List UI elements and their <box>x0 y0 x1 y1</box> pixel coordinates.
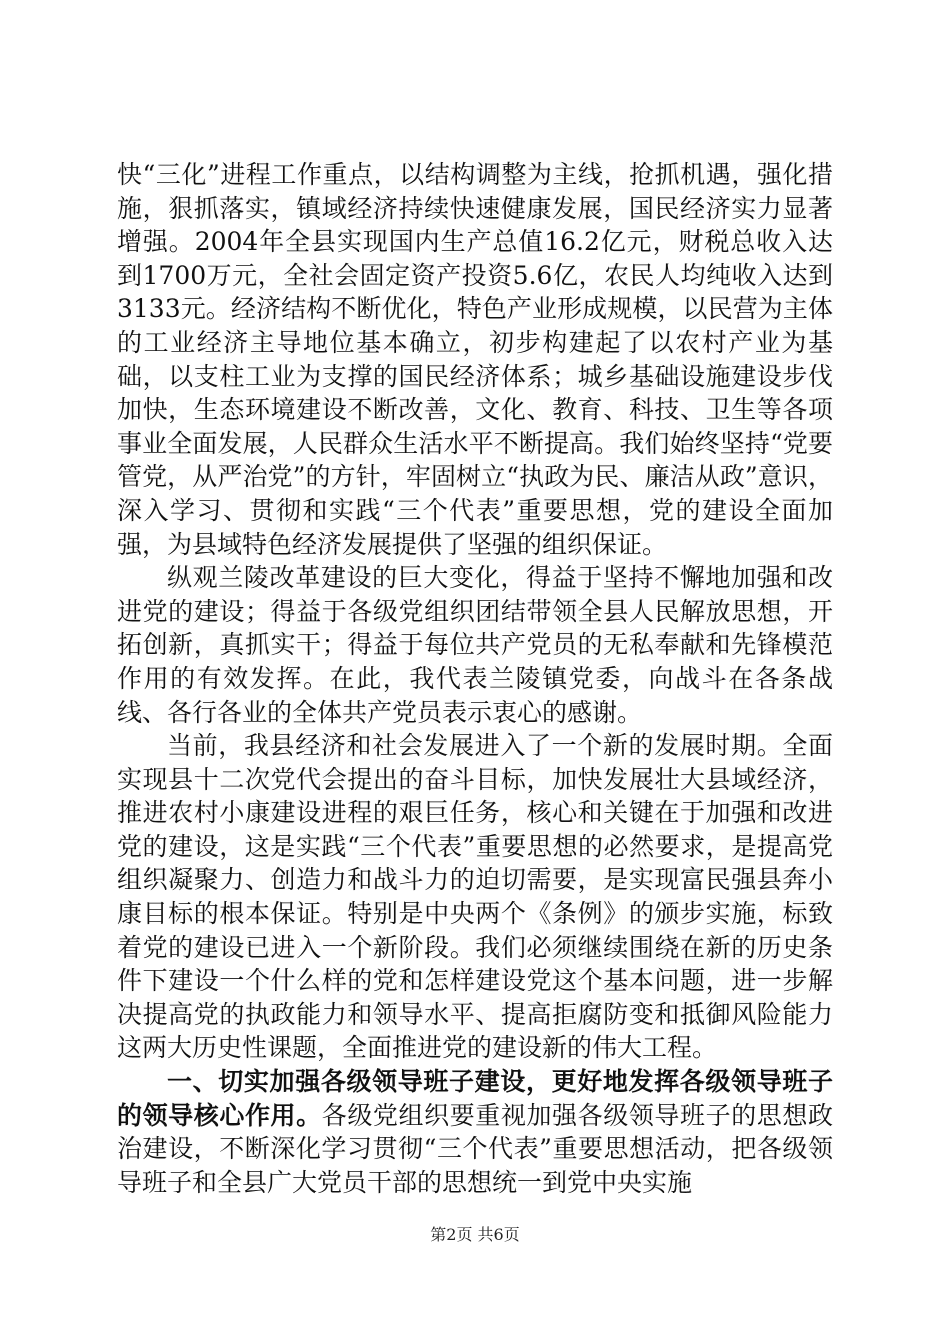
paragraph-2-text: 纵观兰陵改革建设的巨大变化，得益于坚持不懈地加强和改进党的建设；得益于各级党组织团结带领全县人民解放思想，开拓创新，真抓实干；得益于每位共产党员的无私奉献和先锋模范作用的有效发挥。在此，我代表兰陵镇党委，向战斗在各条战线、各行各业的全体共产党员表示衷心的感谢。 <box>117 563 833 727</box>
page-number: 第2页 共6页 <box>430 1225 520 1244</box>
paragraph-3 <box>117 729 833 1065</box>
paragraph-4-text: 各级党组织要重视加强各级领导班子的思想政治建设，不断深化学习贯彻“三个代表”重要思想活动，把各级领导班子和全县广大党员干部的思想统一到党中央实施 <box>117 1100 833 1197</box>
page-footer <box>0 1222 950 1245</box>
paragraph-2 <box>117 561 833 729</box>
paragraph-4 <box>117 1065 833 1199</box>
document-body <box>117 158 833 1199</box>
section-heading-1: 一、切实加强各级领导班子建设，更好地发挥各级领导班子的领导核心作用。 <box>117 1067 833 1130</box>
paragraph-1 <box>117 158 833 561</box>
paragraph-1-text: 快“三化”进程工作重点，以结构调整为主线，抢抓机遇，强化措施，狠抓落实，镇域经济持续快速健康发展，国民经济实力显著增强。2004年全县实现国内生产总值16.2亿元，财税总收入达到1700万元，全社会固定资产投资5.6亿，农民人均纯收入达到3133元。经济结构不断优化，特色产业形成规模，以民营为主体的工业经济主导地位基本确立，初步构建起了以农村产业为基础，以支柱工业为支撑的国民经济体系；城乡基础设施建设步伐加快，生态环境建设不断改善，文化、教育、科技、卫生等各项事业全面发展，人民群众生活水平不断提高。我们始终坚持“党要管党，从严治党”的方针，牢固树立“执政为民、廉洁从政”意识，深入学习、贯彻和实践“三个代表”重要思想，党的建设全面加强，为县域特色经济发展提供了坚强的组织保证。 <box>117 160 833 559</box>
paragraph-3-text: 当前，我县经济和社会发展进入了一个新的发展时期。全面实现县十二次党代会提出的奋斗目标，加快发展壮大县域经济，推进农村小康建设进程的艰巨任务，核心和关键在于加强和改进党的建设，这是实践“三个代表”重要思想的必然要求，是提高党组织凝聚力、创造力和战斗力的迫切需要，是实现富民强县奔小康目标的根本保证。特别是中央两个《条例》的颁步实施，标致着党的建设已进入一个新阶段。我们必须继续围绕在新的历史条件下建设一个什么样的党和怎样建设党这个基本问题，进一步解决提高党的执政能力和领导水平、提高拒腐防变和抵御风险能力这两大历史性课题，全面推进党的建设新的伟大工程。 <box>117 731 833 1063</box>
